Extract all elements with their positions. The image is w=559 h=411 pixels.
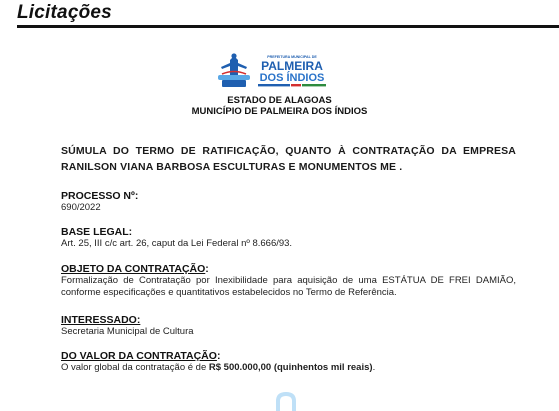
- interessado-block: [61, 314, 516, 338]
- processo-label: PROCESSO Nº:: [61, 190, 139, 202]
- base-legal-label: BASE LEGAL:: [61, 226, 133, 238]
- watermark-emblem-icon: [273, 392, 299, 411]
- valor-value: [61, 362, 516, 374]
- section-title-rule: [17, 25, 559, 28]
- valor-value-amount: R$ 500.000,00 (quinhentos mil reais): [208, 362, 373, 373]
- state-heading: ESTADO DE ALAGOAS: [227, 95, 332, 106]
- objeto-label-colon: :: [205, 263, 209, 275]
- interessado-value: Secretaria Municipal de Cultura: [61, 326, 194, 337]
- valor-label-colon: :: [216, 350, 221, 362]
- valor-label: DO VALOR DA CONTRATAÇÃO: [61, 350, 217, 362]
- valor-block: [61, 350, 516, 374]
- municipality-heading: MUNICÍPIO DE PALMEIRA DOS ÍNDIOS: [191, 106, 368, 117]
- objeto-block: [61, 263, 516, 299]
- valor-value-suffix: .: [372, 362, 376, 373]
- section-title: Licitações: [17, 2, 112, 23]
- valor-label-line: [61, 350, 516, 362]
- objeto-value: Formalização de Contratação por Inexibilidade para aquisição de uma ESTÁTUA DE FREI DAMIÃO, conforme especificações e quantitativos estabelecidos no Termo de Referência.: [61, 275, 516, 298]
- processo-block: [61, 190, 516, 214]
- statue-emblem-icon: [218, 53, 250, 87]
- logo-name-line2: DOS ÍNDIOS: [259, 72, 325, 84]
- processo-value: 690/2022: [61, 202, 101, 213]
- objeto-label: OBJETO DA CONTRATAÇÃO: [61, 263, 206, 275]
- palmeira-dos-indios-logo: [216, 52, 344, 92]
- ratification-summary: SÚMULA DO TERMO DE RATIFICAÇÃO, QUANTO À CONTRATAÇÃO DA EMPRESA RANILSON VIANA BARBOSA ESCULTURAS E MONUMENTOS ME .: [61, 145, 516, 173]
- objeto-label-line: [61, 263, 516, 275]
- logo-name-line1: PALMEIRA: [261, 59, 323, 73]
- logo-top-text: PREFEITURA MUNICIPAL DE: [267, 55, 317, 59]
- interessado-label: INTERESSADO:: [61, 314, 141, 326]
- valor-value-prefix: O valor global da contratação é de: [61, 362, 209, 373]
- base-legal-value: Art. 25, III c/c art. 26, caput da Lei Federal nº 8.666/93.: [61, 238, 293, 249]
- base-legal-block: [61, 226, 516, 250]
